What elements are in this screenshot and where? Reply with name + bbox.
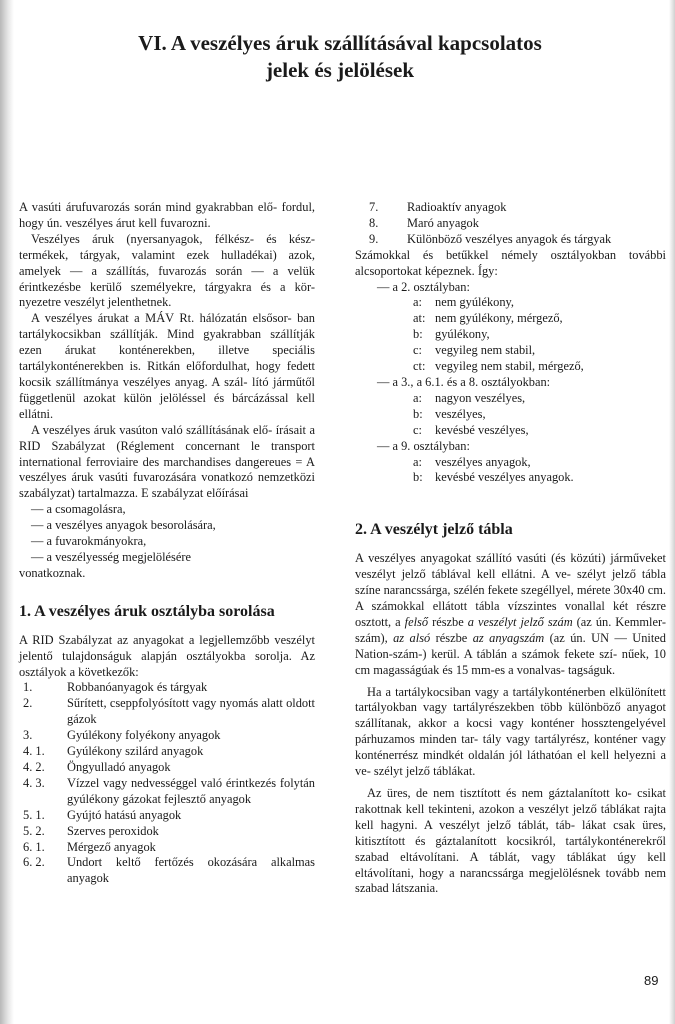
emphasis: az anyagszám	[472, 630, 545, 645]
text-run: A veszélyes anyagokat szállító vasúti (és közúti) járműveket veszélyt jelző táblával kell ellátni. A ve- szélyt jelző tábla színe narancssárga, szélén fekete szegéllyel, mérete 30x40 cm. A számokkal ellátott tábla vízszintes vonallal két részre osztott, a	[355, 551, 666, 629]
list-item	[19, 696, 315, 728]
subgroup-letter: c:	[413, 343, 422, 358]
class-number: 8.	[369, 215, 379, 230]
class-text: Vízzel vagy nedvességgel való érintkezés folytán gyúlékony gázokat fejlesztő anyagok	[67, 775, 315, 806]
text-run: (az ún. Kemmler-szám),	[355, 614, 666, 645]
subgroup-list	[355, 455, 666, 487]
class-number: 7.	[369, 200, 379, 214]
subgroup-letter: b:	[413, 406, 423, 421]
list-item	[19, 680, 315, 696]
subgroup-text: gyúlékony,	[435, 327, 490, 342]
text-run: részbe	[430, 630, 473, 645]
list-item: — a veszélyes anyagok besorolására,	[19, 518, 315, 534]
left-column	[19, 200, 315, 887]
subgroup-letter: a:	[413, 454, 422, 469]
subgroup-text: veszélyes,	[435, 406, 486, 421]
intro-paragraph-4: A veszélyes áruk vasúton való szállításának elő- írásait a RID Szabályzat (Réglement concernant le transport international ferroviaire des marchandises dangereues = A veszélyes áruk vasúti fuvarozására vonatkozó nemzetközi szabályzat) tartalmazza. E szabályzat előírásai	[19, 422, 315, 501]
list-item	[19, 744, 315, 760]
section-2-paragraph-1	[355, 551, 666, 678]
subgroup-text: vegyileg nem stabil,	[435, 343, 536, 358]
emphasis: felső	[404, 614, 429, 629]
list-item	[355, 311, 666, 327]
chapter-title	[60, 30, 620, 84]
class-text: Sűrített, cseppfolyósított vagy nyomás alatt oldott gázok	[67, 696, 315, 727]
class-number: 4. 1.	[23, 744, 45, 759]
intro-paragraph-3: A veszélyes árukat a MÁV Rt. hálózatán elsősor- ban tartálykocsikban szállítják. Mind gyakrabban szállítják ezen árukat konténerekben, illetve speciális tartálykonténerekben is. Ritkán előfordulhat, hogy fedett kocsik szállítmánya veszélyes anyag. A szál- lító járműtől függetlenül azokat külön jelöléssel és bárcázással kell ellátni.	[19, 311, 315, 421]
class-text: Robbanóanyagok és tárgyak	[67, 680, 208, 695]
intro-paragraph-2: Veszélyes áruk (nyersanyagok, félkész- és kész- termékek, tárgyak, valamint ezek hulladékai) azok, amelyek — a szállítás, fuvarozás során — a velük érintkezésbe kerülő személyekre, tárgyakra és a kör- nyezetre veszélyt jelenthetnek.	[19, 231, 315, 310]
text-run: (az ún. UN — United Nation-szám-) kerül. A táblán a számok fekete szí- nűek, 10 cm magasságúak és 15 mm-es a vonalvas- tagságuk.	[355, 630, 666, 677]
subgroup-intro: Számokkal és betűkkel némely osztályokban további alcsoportokat képeznek. Így:	[355, 247, 666, 278]
class-number: 4. 2.	[23, 760, 45, 774]
intro-closing: vonatkoznak.	[19, 565, 86, 580]
list-item	[19, 824, 315, 840]
subgroup-text: nagyon veszélyes,	[435, 390, 526, 405]
class-text: Gyújtó hatású anyagok	[67, 807, 182, 822]
class-text: Különböző veszélyes anyagok és tárgyak	[407, 231, 612, 246]
class-number: 6. 2.	[23, 855, 45, 870]
list-item	[19, 760, 315, 776]
subgroup-text: nem gyúlékony,	[435, 295, 515, 310]
list-item	[355, 216, 666, 232]
subgroup-text: kevésbé veszélyes,	[435, 422, 529, 437]
list-item	[19, 776, 315, 808]
subgroup-text: nem gyúlékony, mérgező,	[435, 311, 563, 326]
list-item	[19, 808, 315, 824]
subgroup-letter: c:	[413, 422, 422, 437]
chapter-title-line-2: jelek és jelölések	[265, 58, 415, 82]
subgroup-heading: — a 9. osztályban:	[355, 439, 666, 455]
class-number: 4. 3.	[23, 775, 45, 790]
class-text: Öngyulladó anyagok	[67, 760, 171, 774]
emphasis: a veszélyt jelző szám	[467, 614, 573, 629]
class-number: 2.	[23, 696, 33, 711]
subgroup-letter: a:	[413, 390, 422, 405]
right-column	[355, 200, 666, 897]
page-number: 89	[644, 973, 659, 988]
list-item	[19, 855, 315, 887]
regulation-scope-list	[19, 502, 315, 566]
class-text: Szerves peroxidok	[67, 823, 159, 838]
subgroup-text: veszélyes anyagok,	[435, 454, 531, 469]
subgroup-letter: at:	[413, 311, 426, 326]
subgroup-heading: — a 3., a 6.1. és a 8. osztályokban:	[355, 375, 666, 391]
list-item	[355, 470, 666, 486]
list-item: — a csomagolásra,	[19, 502, 315, 518]
class-text: Undort keltő fertőzés okozására alkalmas anyagok	[67, 855, 315, 886]
section-1-intro: A RID Szabályzat az anyagokat a legjellemzőbb veszélyt jelentő tulajdonságuk alapján osztályokba sorolja. Az osztályok a következők:	[19, 632, 315, 679]
list-item	[355, 295, 666, 311]
list-item	[19, 840, 315, 856]
class-number: 5. 2.	[23, 823, 45, 838]
list-item	[355, 391, 666, 407]
class-text: Radioaktív anyagok	[407, 200, 507, 214]
class-number: 6. 1.	[23, 839, 45, 854]
list-item: — a fuvarokmányokra,	[19, 534, 315, 550]
class-text: Gyúlékony szilárd anyagok	[67, 744, 204, 759]
list-item	[355, 455, 666, 471]
section-1-heading: 1. A veszélyes áruk osztályba sorolása	[19, 602, 275, 620]
list-item	[355, 232, 666, 248]
chapter-title-line-1: VI. A veszélyes áruk szállításával kapcsolatos	[138, 31, 542, 55]
list-item	[355, 343, 666, 359]
list-item	[355, 359, 666, 375]
class-text: Mérgező anyagok	[67, 839, 156, 854]
list-item	[355, 327, 666, 343]
page-edge-shadow	[669, 0, 675, 1024]
list-item	[355, 423, 666, 439]
subgroup-letter: ct:	[413, 359, 426, 374]
list-item	[19, 728, 315, 744]
subgroup-text: kevésbé veszélyes anyagok.	[435, 470, 574, 485]
subgroup-letter: b:	[413, 470, 423, 485]
class-text: Maró anyagok	[407, 215, 479, 230]
class-number: 9.	[369, 231, 379, 246]
emphasis: az alsó	[393, 630, 431, 645]
subgroup-text: vegyileg nem stabil, mérgező,	[435, 359, 584, 374]
class-number: 3.	[23, 728, 33, 743]
class-number: 5. 1.	[23, 807, 45, 822]
list-item	[355, 407, 666, 423]
list-item: — a veszélyesség megjelölésére	[19, 550, 315, 566]
section-2-paragraph-2: Ha a tartálykocsiban vagy a tartálykonténerben elkülönített tartályokban vagy tartályrészekben több különböző anyagot szállítanak, akkor a kocsi vagy konténer hossztengelyével párhuzamos minden tar- tály vagy tartályrész, konténer vagy konténerrész mindkét oldalán jól láthatóan el kell helyezni a ve- szélyt jelző táblákat.	[355, 684, 666, 779]
section-2-heading: 2. A veszélyt jelző tábla	[355, 521, 513, 539]
subgroup-list	[355, 295, 666, 375]
class-list-continued	[355, 200, 666, 248]
subgroup-heading: — a 2. osztályban:	[355, 280, 666, 296]
text-run: részbe	[428, 614, 468, 629]
subgroup-letter: a:	[413, 295, 422, 310]
class-number: 1.	[23, 680, 33, 695]
list-item	[355, 200, 666, 216]
page-gutter-shadow	[0, 0, 14, 1024]
subgroup-letter: b:	[413, 327, 423, 342]
subgroup-list	[355, 391, 666, 439]
intro-paragraph-1: A vasúti árufuvarozás során mind gyakrabban elő- fordul, hogy ún. veszélyes árut kell fuvarozni.	[19, 200, 315, 230]
class-text: Gyúlékony folyékony anyagok	[67, 728, 221, 743]
section-2-paragraph-3: Az üres, de nem tisztított és nem gáztalanított ko- csikat rakottnak kell tekinteni, azokon a veszélyt jelző táblákat rajta kell hagyni. A veszélyt jelző táblát, táb- lákat csak üres, kitisztított és gáztalanított kocsikról, tartálykonténerekről szabad eltávolítani. A táblát, vagy táblákat úgy kell eltávolítani, hogy a narancssárga megjelölésnek tovább nem szabad látszania.	[355, 786, 666, 896]
class-list	[19, 680, 315, 887]
